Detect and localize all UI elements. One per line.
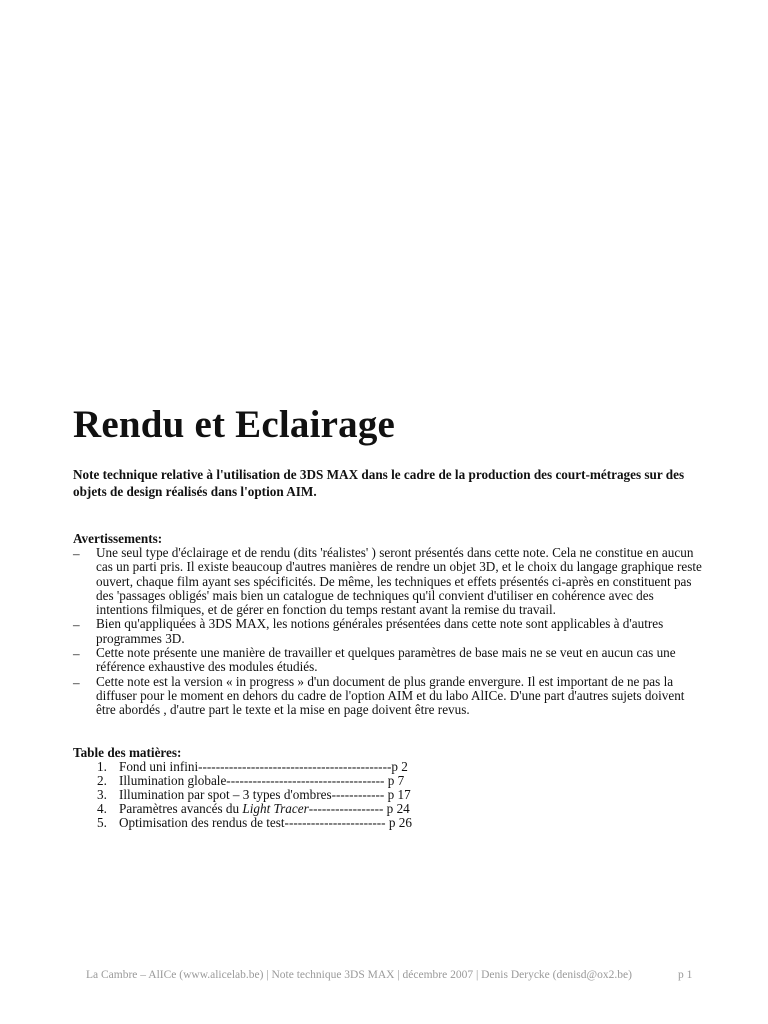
toc-item <box>73 760 713 774</box>
warning-line: Cette note présente une manière de travailler et quelques paramètres de base mais ne se veut en aucun cas une <box>96 645 676 661</box>
warning-line: référence exhaustive des modules étudiés. <box>96 659 318 675</box>
toc-item-text: Paramètres avancés du <box>119 801 243 816</box>
warnings-section <box>73 531 713 718</box>
warning-item <box>73 646 713 675</box>
document-subtitle <box>73 466 703 500</box>
toc-item-number: 1. <box>97 759 107 774</box>
dash-bullet: – <box>73 646 80 662</box>
warning-line: ouvert, chaque film ayant ses spécificités. De même, les techniques et effets présentés ci-après en constituent pas <box>96 573 692 589</box>
toc-item-page: ----------------- p 24 <box>308 801 410 816</box>
warning-line: Cette note est la version « in progress » d'un document de plus grande envergure. Il est important de ne pas la <box>96 673 674 689</box>
dash-bullet: – <box>73 546 80 561</box>
toc-item <box>73 788 713 802</box>
toc-item <box>73 774 713 788</box>
toc-item-text: Optimisation des rendus de test----------------------- p 26 <box>119 815 412 830</box>
warning-line: Une seul type d'éclairage et de rendu (dits 'réalistes' ) seront présentés dans cette note. Cela ne constitue en aucun <box>96 545 694 560</box>
table-of-contents <box>73 745 713 830</box>
warning-line: Bien qu'appliquées à 3DS MAX, les notions générales présentées dans cette note sont applicables à d'autres <box>96 616 664 632</box>
toc-heading: Table des matières: <box>73 745 182 760</box>
toc-item-number: 5. <box>97 815 107 830</box>
warning-line: être abordés , d'autre part le texte et la mise en page doivent être revus. <box>96 702 470 718</box>
toc-item <box>73 802 713 816</box>
toc-item <box>73 816 713 830</box>
warnings-heading: Avertissements: <box>73 531 163 546</box>
footer-text: La Cambre – AlICe (www.alicelab.be) | Note technique 3DS MAX | décembre 2007 | Denis Derycke (denisd@ox2.be) <box>86 969 632 981</box>
warning-item <box>73 546 713 617</box>
warning-line: des 'passages obligés' mais bien un catalogue de techniques qu'il convient d'utiliser en cohérence avec des <box>96 587 654 603</box>
subtitle-line: Note technique relative à l'utilisation de 3DS MAX dans le cadre de la production des court-métrages sur des <box>73 467 685 482</box>
toc-item-text: Illumination globale------------------------------------ p 7 <box>119 773 405 788</box>
warning-item <box>73 675 713 718</box>
warning-line: intentions filmiques, et de gérer en fonction du temps restant avant la remise du travail. <box>96 602 556 618</box>
toc-item-number: 4. <box>97 801 107 816</box>
warning-line: diffuser pour le moment en dehors du cadre de l'option AIM et du labo AlICe. D'une part d'autres sujets doivent <box>96 687 685 703</box>
subtitle-line: objets de design réalisés dans l'option AIM. <box>73 484 317 499</box>
toc-item-text: Illumination par spot – 3 types d'ombres------------ p 17 <box>119 787 411 802</box>
toc-item-number: 2. <box>97 773 107 788</box>
toc-item-text: Fond uni infini--------------------------------------------p 2 <box>119 759 408 774</box>
dash-bullet: – <box>73 617 80 633</box>
warning-item <box>73 617 713 646</box>
toc-item-italic-text: Light Tracer <box>242 801 309 816</box>
warning-line: programmes 3D. <box>96 630 185 646</box>
warning-line: cas un parti pris. Il existe beaucoup d'autres manières de rendre un objet 3D, et le choix du langage graphique reste <box>96 559 702 575</box>
document-title: Rendu et Eclairage <box>73 403 396 446</box>
page-number: p 1 <box>678 969 693 981</box>
page-footer <box>86 969 706 981</box>
dash-bullet: – <box>73 674 80 690</box>
toc-item-number: 3. <box>97 787 107 802</box>
